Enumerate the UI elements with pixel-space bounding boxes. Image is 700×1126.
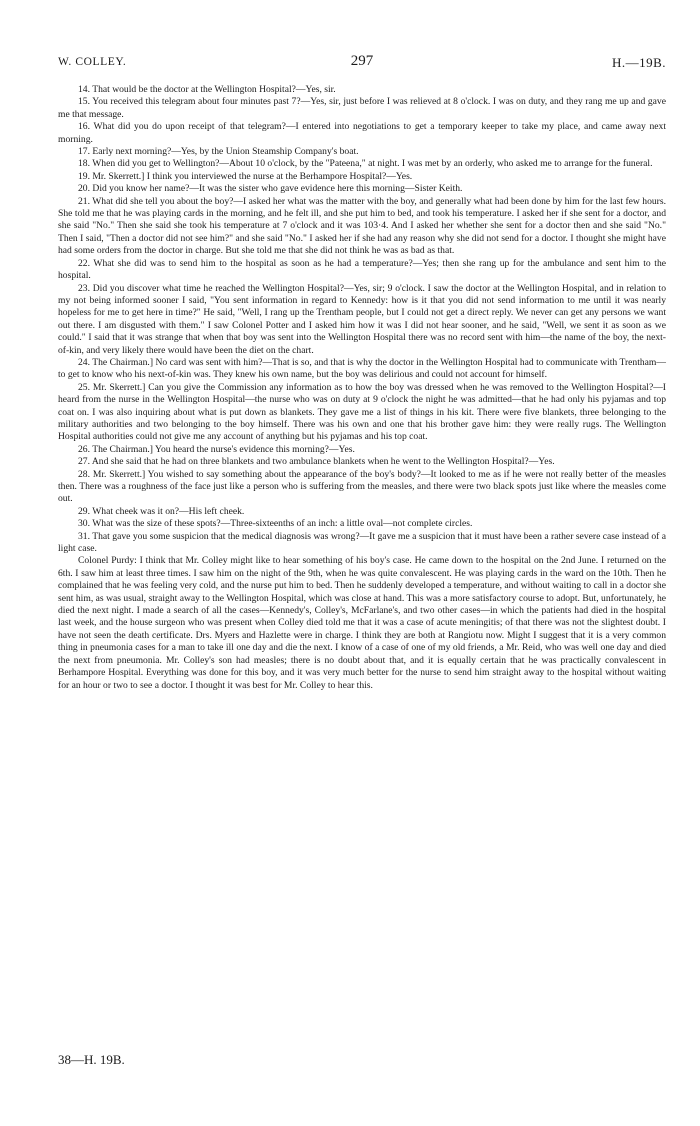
paragraph-colonel-purdy-statement: Colonel Purdy: I think that Mr. Colley might like to hear something of his boy's case. He came down to the hospital on the 2nd June. I returned on the 6th. I saw him at least three times. I saw him on the night of the 9th, when he was quite convalescent. He was playing cards in the ward on the 10th. Then he complained that he was feeling very cold, and the nurse put him to bed. Then he suddenly developed a temperature, and without waiting to call in a doctor she sent him, as was usual, straight away to the Wellington Hospital, which was close at hand. This was a more satisfactory course to adopt. But, unfortunately, he died the next night. I made a search of all the cases—Kennedy's, Colley's, McFarlane's, and two other cases—in which the patients had died in the hospital last week, and the house surgeon who was present when Colley died told me that it was a case of acute meningitis; of that there was not the slightest doubt. I have not seen the death certificate. Drs. Myers and Hazlette were in charge. I think they are both at Rangiotu now. Might I suggest that it is a very common thing in pneumonia cases for a man to take ill one day and die the next. I know of a case of one of my old friends, a Mr. Reid, who was well one day and died the next from pneumonia. Mr. Colley's son had measles; there is no doubt about that, and it is equally certain that he was practically convalescent in Berhampore Hospital. Everything was done for this boy, and it was very much better for the nurse to send him straight away to the hospital without waiting for an hour or two to see a doctor. I thought it was best for Mr. Colley to hear this. xyxy=(58,555,666,691)
paragraph-q31: 31. That gave you some suspicion that the medical diagnosis was wrong?—It gave me a suspicion that it must have been a rather severe case instead of a light case. xyxy=(58,530,666,555)
paragraph-q19: 19. Mr. Skerrett.] I think you interviewed the nurse at the Berhampore Hospital?—Yes. xyxy=(78,170,413,182)
page-number: 297 xyxy=(350,53,374,69)
paragraph-q25: 25. Mr. Skerrett.] Can you give the Commission any information as to how the boy was dressed when he was removed to the Wellington Hospital?—I heard from the nurse in the Wellington Hospital—the nurse who was on duty at 9 o'clock the night he was admitted—that he had only his pyjamas and top coat on. I was also inquiring about what is put down as blankets. They gave me a list of things in his kit. There were five blankets, three belonging to the military authorities and two belonging to the boy himself. There was his own and one that his brother gave him: they were really rugs. The Wellington Hospital authorities could not give me any account of anything but his pyjamas and his top coat. xyxy=(58,381,666,443)
header-witness-name: W. COLLEY. xyxy=(58,56,127,68)
paragraph-q21: 21. What did she tell you about the boy?—I asked her what was the matter with the boy, and generally what had been done by him for the last few hours. She told me that he was playing cards in the morning, and he felt ill, and she put him to bed, and took his temperature. I asked her if she sent for a doctor, and she said "No." Then she said she took his temperature at 7 o'clock and it was 103·4. And I asked her whether she sent for a doctor then and she said "No." Then I said, "Then a doctor did not see him?" and she said "No." I asked her if she had any reason why she did not send for a doctor. I thought she might have had some orders from the doctor in charge. But she told me that she did not think he was as bad as that. xyxy=(58,195,666,257)
header-paper-reference: H.—19B. xyxy=(611,55,666,70)
paragraph-q18: 18. When did you get to Wellington?—About 10 o'clock, by the "Pateena," at night. I was met by an orderly, who asked me to arrange for the funeral. xyxy=(78,158,653,170)
paragraph-q29: 29. What cheek was it on?—His left cheek. xyxy=(78,505,245,517)
page-header xyxy=(58,53,666,76)
paragraph-q17: 17. Early next morning?—Yes, by the Union Steamship Company's boat. xyxy=(78,146,359,158)
paragraph-q22: 22. What she did was to send him to the hospital as soon as he had a temperature?—Yes; then she rang up for the ambulance and sent him to the hospital. xyxy=(58,257,666,282)
paragraph-q15: 15. You received this telegram about four minutes past 7?—Yes, sir, just before I was relieved at 8 o'clock. I was on duty, and they rang me up and gave me that message. xyxy=(58,96,666,120)
paragraph-q24: 24. The Chairman.] No card was sent with him?—That is so, and that is why the doctor in the Wellington Hospital had to communicate with Trentham—to get to know who his next-of-kin was. They knew his own name, but the boy was delirious and could not account for himself. xyxy=(58,356,666,381)
paragraph-q16: 16. What did you do upon receipt of that telegram?—I entered into negotiations to get a temporary keeper to take my place, and came away next morning. xyxy=(58,121,666,145)
paragraph-q23: 23. Did you discover what time he reached the Wellington Hospital?—Yes, sir; 9 o'clock. I saw the doctor at the Wellington Hospital, and in relation to my not being informed sooner I said, "You sent information in regard to Kennedy: how is it that you did not send information to me until it was nearly hopeless for me to get here in time?" He said, "Well, I rang up the Trentham people, but I could not get a direct reply. We never can get any persons we want out there. I am disgusted with them." I saw Colonel Potter and I asked him how it was I did not hear sooner, and he said, "Well, we sent it as soon as we could." I said that it was strange that when that boy was sent into the Wellington Hospital there was no record sent with him—the name of the boy, the next-of-kin, and very likely there would have been the diet on the chart. xyxy=(58,282,666,356)
page-footer-signature: 38—H. 19B. xyxy=(58,1052,125,1067)
document-page xyxy=(58,0,666,1126)
paragraph-q26: 26. The Chairman.] You heard the nurse's evidence this morning?—Yes. xyxy=(78,443,355,455)
paragraph-q14: 14. That would be the doctor at the Wellington Hospital?—Yes, sir. xyxy=(78,84,336,95)
paragraph-q30: 30. What was the size of these spots?—Three-sixteenths of an inch: a little oval—not complete circles. xyxy=(78,518,473,530)
paragraph-q28: 28. Mr. Skerrett.] You wished to say something about the appearance of the boy's body?—It looked to me as if he were not really better of the measles then. There was a roughness of the face just like a person who is suffering from the measles, and there were two black spots just like where the measles come out. xyxy=(58,468,666,505)
document-body xyxy=(58,84,666,692)
paragraph-q20: 20. Did you know her name?—It was the sister who gave evidence here this morning—Sister Keith. xyxy=(78,183,463,195)
paragraph-q27: 27. And she said that he had on three blankets and two ambulance blankets when he went to the Wellington Hospital?—Yes. xyxy=(78,456,555,468)
